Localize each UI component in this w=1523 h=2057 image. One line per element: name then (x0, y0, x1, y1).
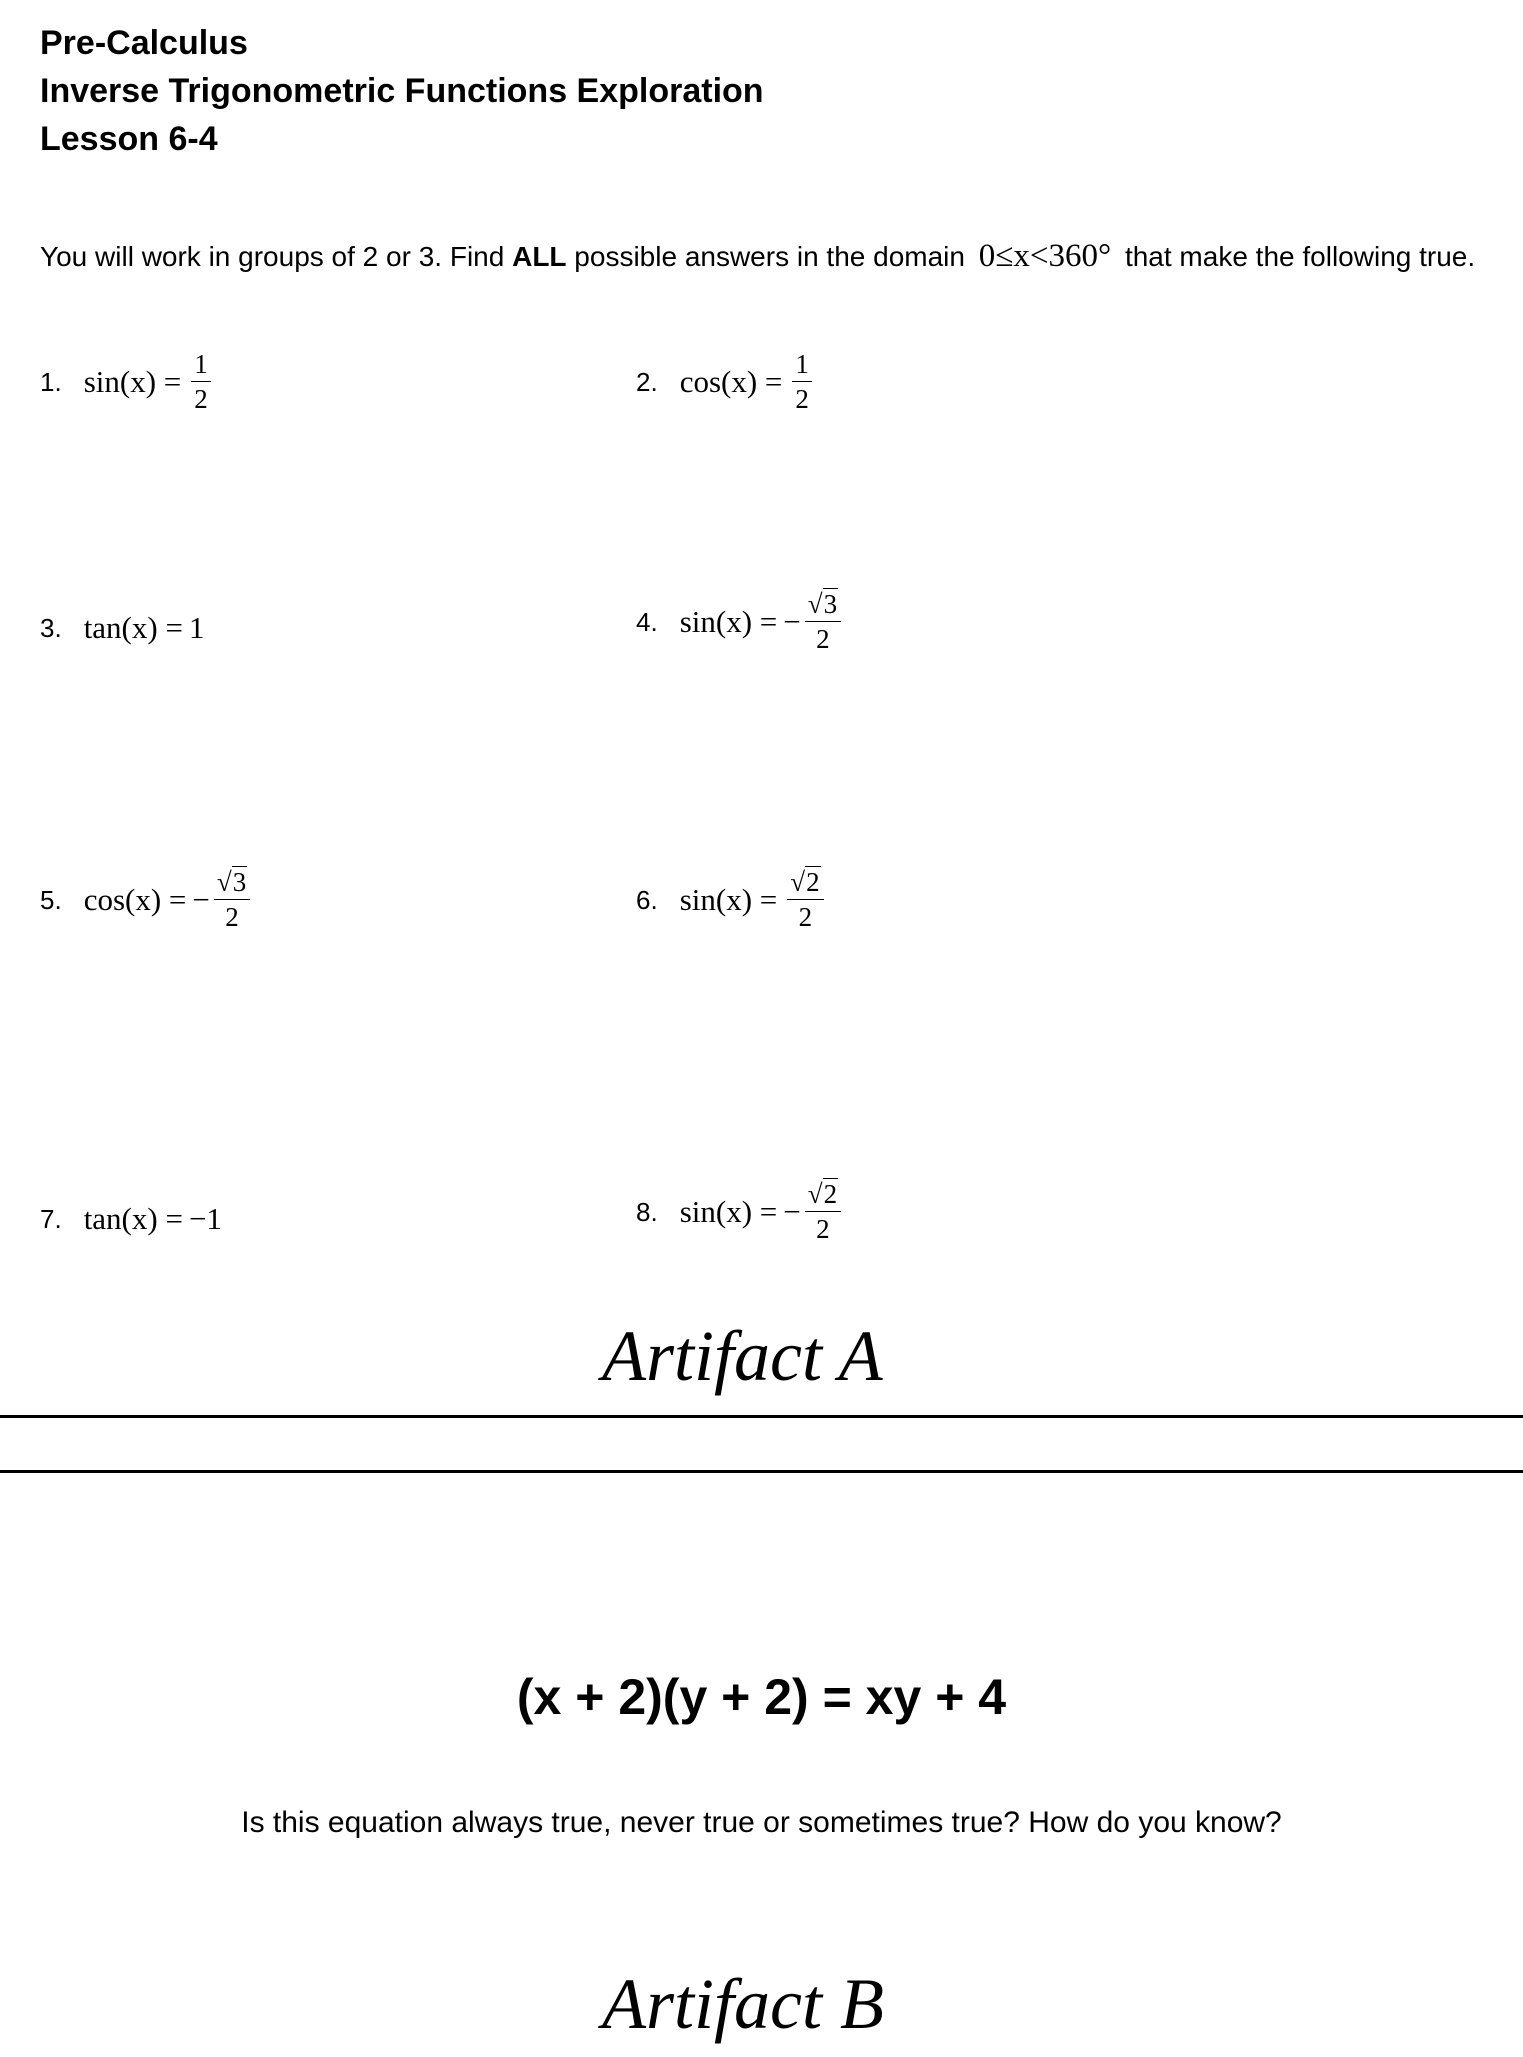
divider-line-bottom (0, 1470, 1523, 1473)
fraction (214, 868, 250, 932)
minus-sign: − (192, 882, 210, 918)
problem-lhs: tan(x) = (83, 610, 183, 645)
instructions-text-3: that make the following true. (1117, 241, 1476, 272)
problem-rhs: 1 (188, 610, 205, 645)
problem-lhs: sin(x) = (679, 882, 778, 918)
problem-number: 3. (40, 612, 62, 643)
minus-sign: − (783, 1194, 801, 1230)
radicand: 2 (806, 867, 820, 897)
radical-sign: √ (216, 867, 232, 897)
instructions (40, 240, 1475, 273)
problem-number: 2. (636, 366, 658, 397)
numerator: 1 (792, 350, 812, 382)
problem-lhs: sin(x) = (83, 364, 182, 400)
problem-6 (636, 868, 824, 932)
denominator: 2 (816, 624, 830, 655)
denominator: 2 (816, 1214, 830, 1245)
denominator: 2 (225, 902, 239, 933)
equation: (x + 2)(y + 2) = xy + 4 (516, 1669, 1007, 1725)
instructions-text-1: You will work in groups of 2 or 3. Find (40, 241, 513, 272)
problem-lhs: cos(x) = (83, 882, 187, 918)
problem-lhs: sin(x) = (679, 604, 778, 640)
problem-number: 7. (40, 1203, 62, 1234)
radicand: 3 (232, 867, 247, 897)
instructions-text-2: possible answers in the domain (566, 241, 973, 272)
problem-2 (636, 350, 812, 414)
problem-number: 5. (40, 884, 62, 915)
numerator (214, 868, 250, 900)
problem-7 (40, 1203, 222, 1234)
minus-sign: − (783, 604, 801, 640)
course-title: Pre-Calculus (40, 24, 248, 62)
problem-5 (40, 868, 250, 932)
artifact-b-label: Artifact B (602, 1964, 884, 2044)
problem-number: 1. (40, 366, 62, 397)
divider-line-top (0, 1415, 1523, 1418)
fraction (792, 350, 812, 414)
radical-sign: √ (807, 589, 823, 619)
problem-number: 6. (636, 884, 658, 915)
fraction (787, 868, 823, 932)
problem-1 (40, 350, 211, 414)
numerator: 1 (191, 350, 211, 382)
denominator: 2 (795, 384, 809, 415)
denominator: 2 (798, 902, 813, 933)
radicand: 2 (823, 1179, 838, 1209)
fraction (805, 1180, 841, 1244)
problem-lhs: sin(x) = (679, 1194, 778, 1230)
problem-number: 8. (636, 1196, 658, 1227)
problem-rhs: −1 (188, 1201, 222, 1236)
problem-4 (636, 590, 841, 654)
radical-sign: √ (790, 867, 806, 897)
domain-expression: 0≤x<360° (978, 238, 1112, 274)
numerator (787, 868, 823, 900)
worksheet-title: Inverse Trigonometric Functions Exploration (40, 72, 764, 110)
radical-sign: √ (807, 1179, 823, 1209)
problem-8 (636, 1180, 841, 1244)
radicand: 3 (823, 589, 838, 619)
question-text: Is this equation always true, never true or sometimes true? How do you know? (241, 1806, 1282, 1839)
numerator (805, 590, 841, 622)
numerator (805, 1180, 841, 1212)
lesson-label: Lesson 6-4 (40, 120, 218, 158)
problem-number: 4. (636, 606, 658, 637)
problem-3 (40, 612, 204, 643)
fraction (191, 350, 211, 414)
problem-lhs: tan(x) = (83, 1201, 183, 1236)
fraction (805, 590, 841, 654)
denominator: 2 (194, 384, 208, 415)
artifact-a-label: Artifact A (602, 1316, 883, 1396)
instructions-bold: ALL (512, 241, 567, 272)
problem-lhs: cos(x) = (679, 364, 783, 400)
